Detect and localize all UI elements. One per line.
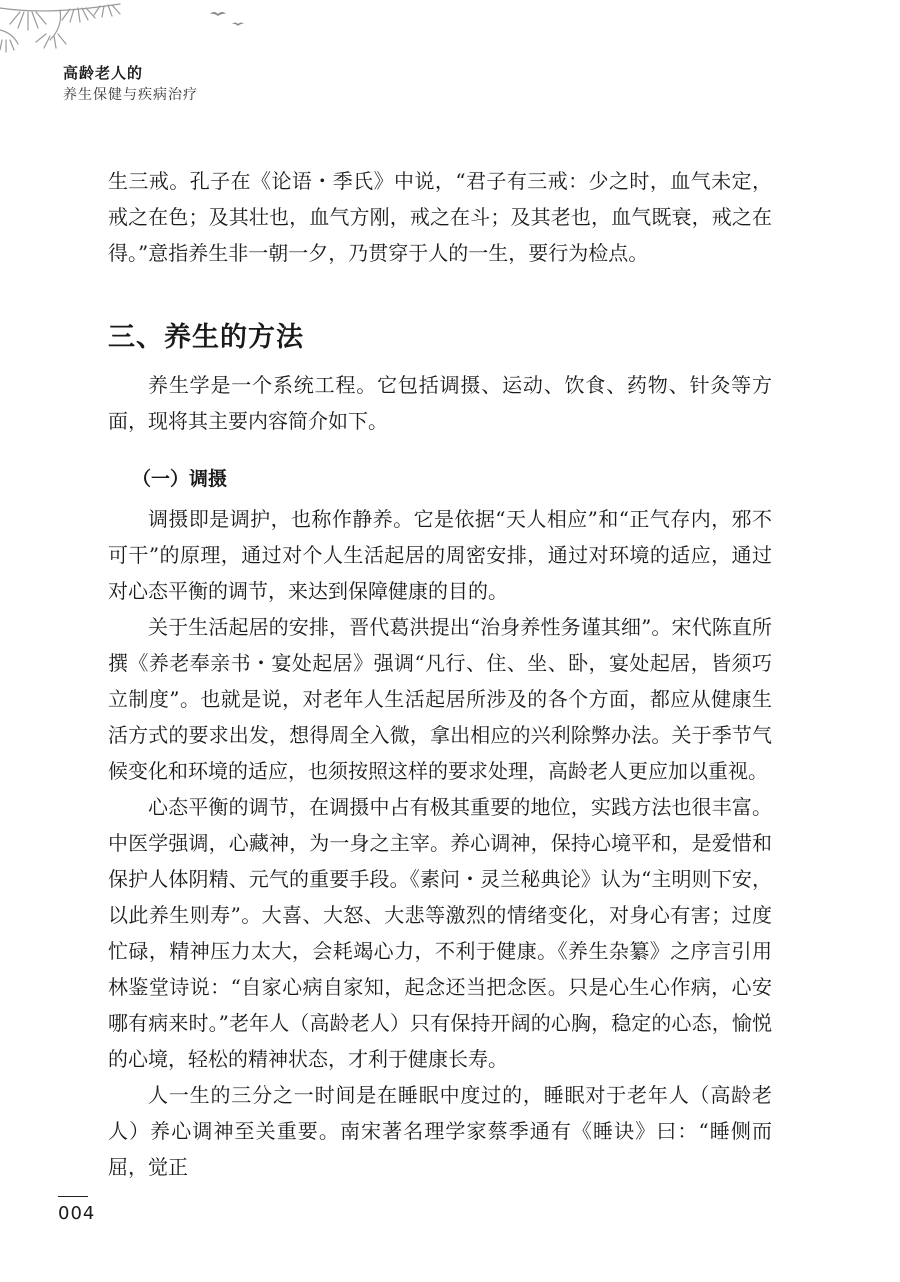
paragraph: 养生学是一个系统工程。它包括调摄、运动、饮食、药物、针灸等方面，现将其主要内容简介如下。: [108, 373, 772, 433]
subsection-heading: （一）调摄: [132, 468, 228, 490]
paragraph: 调摄即是调护，也称作静养。它是依据“天人相应”和“正气存内，邪不可干”的原理，通过对个人生活起居的周密安排，通过对环境的适应，通过对心态平衡的调节，来达到保障健康的目的。: [108, 507, 772, 603]
book-subtitle: 养生保健与疾病治疗: [63, 87, 198, 103]
book-title: 高龄老人的: [63, 64, 144, 82]
paragraph: 人一生的三分之一时间是在睡眠中度过的，睡眠对于老年人（高龄老人）养心调神至关重要。南宋著名理学家蔡季通有《睡诀》曰：“睡侧而屈，觉正: [108, 1083, 772, 1179]
footer-rule: [58, 1196, 88, 1197]
page-body: [108, 163, 772, 1185]
paragraph: 关于生活起居的安排，晋代葛洪提出“治身养性务谨其细”。宋代陈直所撰《养老奉亲书・宴处起居》强调“凡行、住、坐、卧，宴处起居，皆须巧立制度”。也就是说，对老年人生活起居所涉及的各个方面，都应从健康生活方式的要求出发，想得周全入微，拿出相应的兴利除弊办法。关于季节气候变化和环境的适应，也须按照这样的要求处理，高龄老人更应加以重视。: [108, 615, 772, 783]
pine-branch-decoration-icon: [0, 0, 260, 60]
page-number: 004: [58, 1203, 96, 1224]
paragraph-continued: 生三戒。孔子在《论语・季氏》中说，“君子有三戒：少之时，血气未定，戒之在色；及其壮也，血气方刚，戒之在斗；及其老也，血气既衰，戒之在得。”意指养生非一朝一夕，乃贯穿于人的一生，要行为检点。: [108, 169, 772, 265]
paragraph: 心态平衡的调节，在调摄中占有极其重要的地位，实践方法也很丰富。中医学强调，心藏神，为一身之主宰。养心调神，保持心境平和，是爱惜和保护人体阴精、元气的重要手段。《素问・灵兰秘典论》认为“主明则下安，以此养生则寿”。大喜、大怒、大悲等激烈的情绪变化，对身心有害；过度忙碌，精神压力太大，会耗竭心力，不利于健康。《养生杂纂》之序言引用林鉴堂诗说：“自家心病自家知，起念还当把念医。只是心生心作病，心安哪有病来时。”老年人（高龄老人）只有保持开阔的心胸，稳定的心态，愉悦的心境，轻松的精神状态，才利于健康长寿。: [108, 795, 772, 1071]
section-heading: 三、养生的方法: [108, 322, 304, 353]
